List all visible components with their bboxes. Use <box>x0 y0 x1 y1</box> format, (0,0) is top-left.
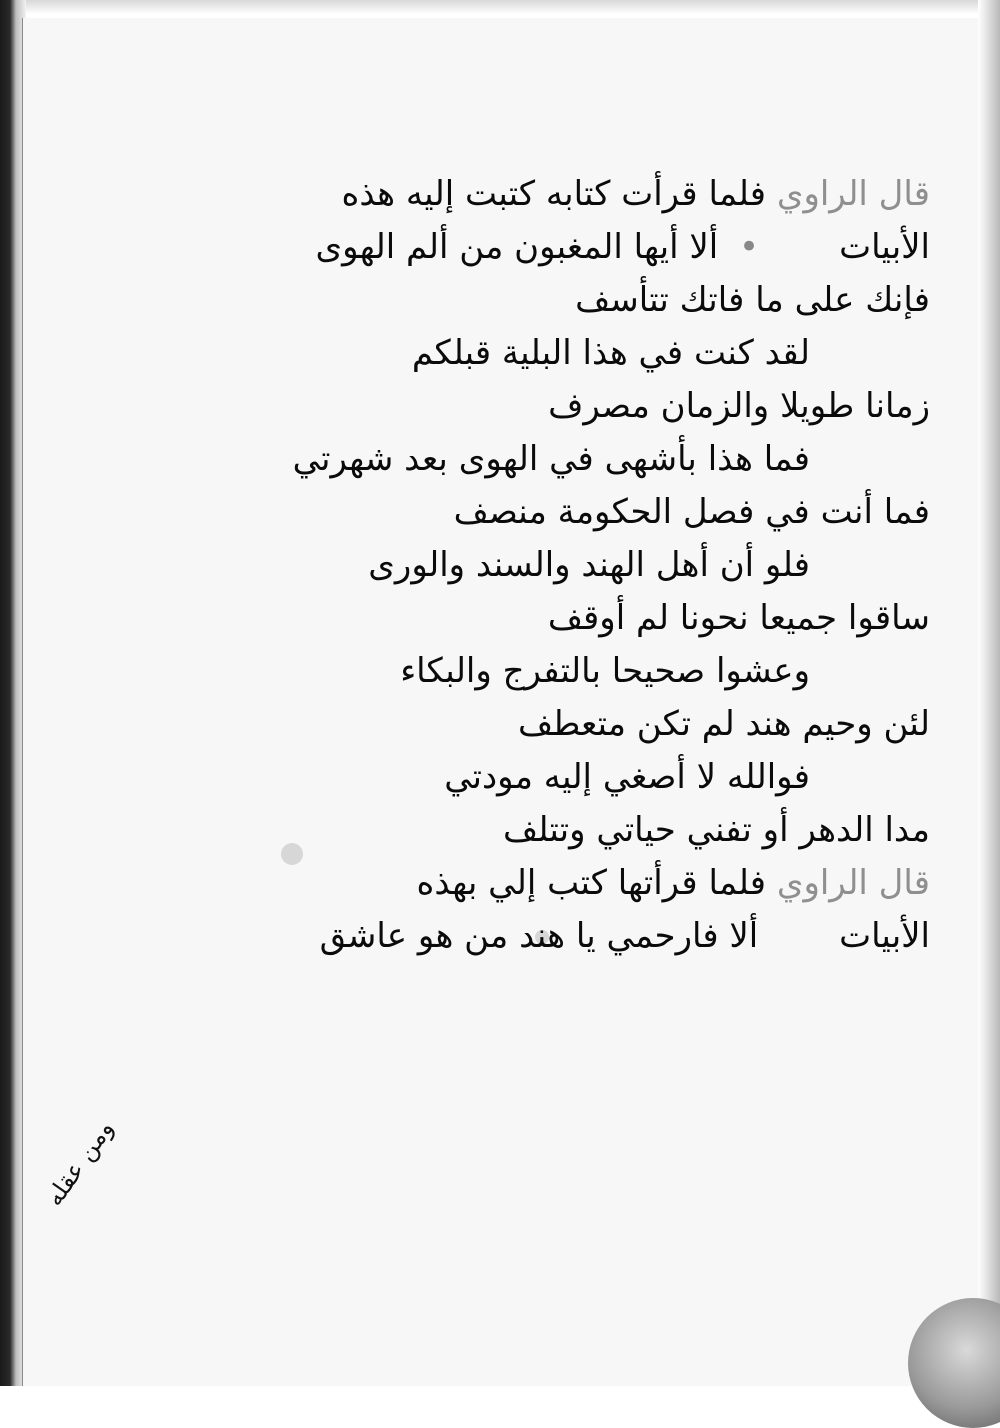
text-line-12: فوالله لا أصغي إليه مودتي <box>444 757 810 797</box>
text-line-7: فما أنت في فصل الحكومة منصف <box>453 492 930 532</box>
text-line-8: فلو أن أهل الهند والسند والورى <box>368 545 810 585</box>
text-line-6: فما هذا بأشهى في الهوى بعد شهرتي <box>292 439 810 479</box>
text-line-4: لقد كنت في هذا البلية قبلكم <box>411 333 810 373</box>
text-line-13: مدا الدهر أو تفني حياتي وتتلف <box>502 810 930 850</box>
page-right-edge <box>978 0 1000 1386</box>
text-line-15: الأبيات ألا فارحمي يا هند من هو عاشق <box>319 916 930 956</box>
text-line-11: لئن وحيم هند لم تكن متعطف <box>518 704 930 744</box>
text-line-14: قال الراوي فلما قرأتها كتب إلي بهذه <box>416 863 930 903</box>
text-line-3: فإنك على ما فاتك تتأسف <box>575 280 930 320</box>
catchword: ومن عقله <box>40 1115 119 1212</box>
page-top-shadow <box>26 0 1000 14</box>
text-line-1: قال الراوي فلما قرأت كتابه كتبت إليه هذه <box>341 174 930 214</box>
manuscript-text <box>60 168 930 963</box>
text-line-5: زمانا طويلا والزمان مصرف <box>548 386 930 426</box>
rubric: قال الراوي <box>776 863 930 903</box>
text-line-10: وعشوا صحيحا بالتفرج والبكاء <box>400 651 810 691</box>
text-line-9: ساقوا جميعا نحونا لم أوقف <box>547 598 930 638</box>
rubric: قال الراوي <box>776 174 930 214</box>
text-line-2: الأبيات• ألا أيها المغبون من ألم الهوى <box>315 227 930 267</box>
